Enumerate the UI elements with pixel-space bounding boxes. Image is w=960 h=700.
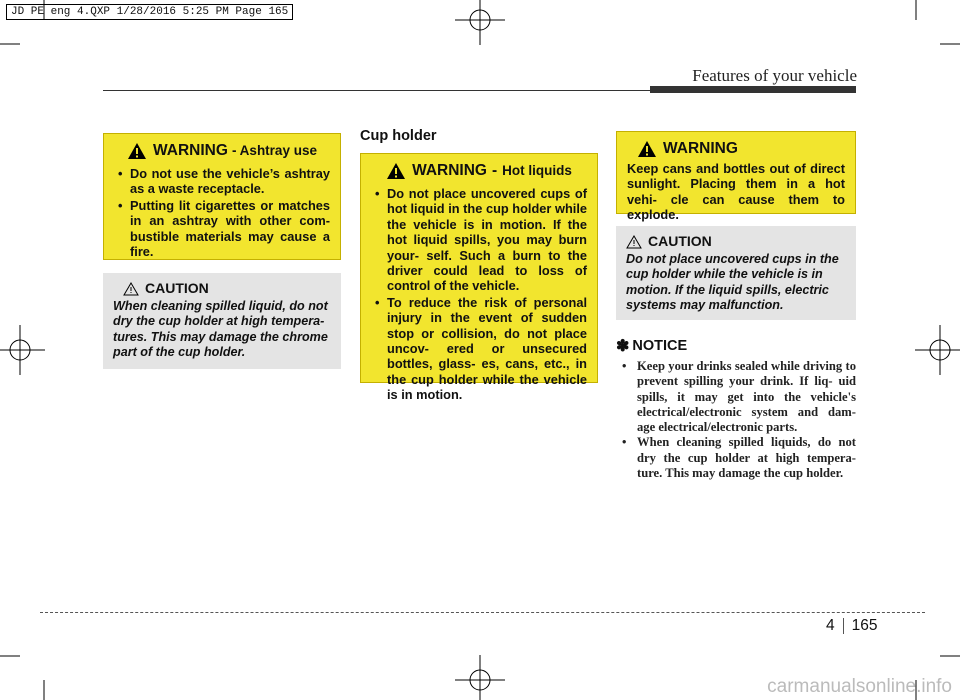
header-rule (103, 90, 651, 91)
print-header: JD PE eng 4.QXP 1/28/2016 5:25 PM Page 165 (6, 4, 293, 20)
list-item: • Do not use the vehicle’s ashtray as a waste receptacle. (114, 166, 330, 197)
footer-dashed-rule (40, 612, 925, 613)
warning-hot-liquids-title (371, 162, 587, 180)
caution-triangle-icon (123, 282, 139, 296)
warning-triangle-icon (637, 140, 657, 158)
page-number-divider (843, 618, 844, 634)
caution-triangle-icon (626, 235, 642, 249)
warning-hot-liquids-box (360, 153, 598, 403)
warning-text: Keep cans and bottles out of direct sunlight. Placing them in a hot vehi- cle can cause them to explode. (627, 161, 845, 223)
chapter-number: 4 (826, 617, 835, 634)
caution-electric-box (616, 226, 856, 320)
header-rule-accent (650, 86, 856, 93)
list-item: • When cleaning spilled liquids, do not dry the cup holder at high tempera- ture. This may damage the cup holder. (616, 435, 856, 481)
notice-bullet-list (616, 359, 856, 481)
warning-ashtray-title (114, 142, 330, 160)
warning-label: WARNING (412, 162, 487, 180)
cup-holder-heading: Cup holder (360, 128, 437, 144)
warning-label: WARNING (153, 142, 228, 160)
notice-section (616, 336, 856, 481)
caution-text: When cleaning spilled liquid, do not dry the cup holder at high tempera- tures. This may damage the chrome part of the cup holder. (113, 299, 328, 359)
caution-text: Do not place uncovered cups in the cup holder while the vehicle is in motion. If the liquid spills, electric systems may malfunction. (626, 252, 839, 312)
list-item: • Putting lit cigarettes or matches in an ashtray with other com- bustible materials may cause a fire. (114, 198, 330, 260)
warning-bullet-list (371, 186, 587, 403)
caution-chrome-box (103, 273, 341, 369)
page-number-value: 165 (851, 617, 878, 634)
caution-label: CAUTION (648, 233, 712, 249)
warning-ashtray-box (103, 133, 341, 260)
notice-label: NOTICE (632, 338, 688, 354)
warning-triangle-icon (127, 142, 147, 160)
list-item: • Do not place uncovered cups of hot liquid in the cup holder while the vehicle is in motion. If the hot liquid spills, you may burn your- self. Such a burn to the driver could lead to loss of control of the vehicle. (371, 186, 587, 294)
notice-title (616, 336, 856, 356)
warning-sunlight-box (616, 131, 856, 223)
watermark: carmanualsonline.info (767, 676, 952, 697)
warning-bullet-list (114, 166, 330, 259)
list-item: • Keep your drinks sealed while driving to prevent spilling your drink. If liq- uid spills, it may get into the vehicle's electrical/electronic system and dam- age electrical/electronic parts. (616, 359, 856, 435)
section-title: Features of your vehicle (692, 66, 857, 85)
warning-triangle-icon (386, 162, 406, 180)
warning-subtitle: Hot liquids (502, 163, 572, 179)
caution-label: CAUTION (145, 280, 209, 296)
caution-title (626, 234, 846, 249)
caution-title (113, 281, 331, 296)
warning-label: WARNING (663, 140, 738, 158)
warning-subtitle: - Ashtray use (231, 143, 317, 159)
warning-dash: - (492, 162, 498, 180)
asterisk-icon: ✽ (616, 338, 630, 355)
list-item: • To reduce the risk of personal injury in the event of sudden stop or collision, do not place uncov- ered or unsecured bottles, glass- es, cans, etc., in the cup holder while the vehicle is in motion. (371, 295, 587, 403)
page-number (826, 617, 878, 635)
warning-sunlight-title (627, 140, 845, 158)
